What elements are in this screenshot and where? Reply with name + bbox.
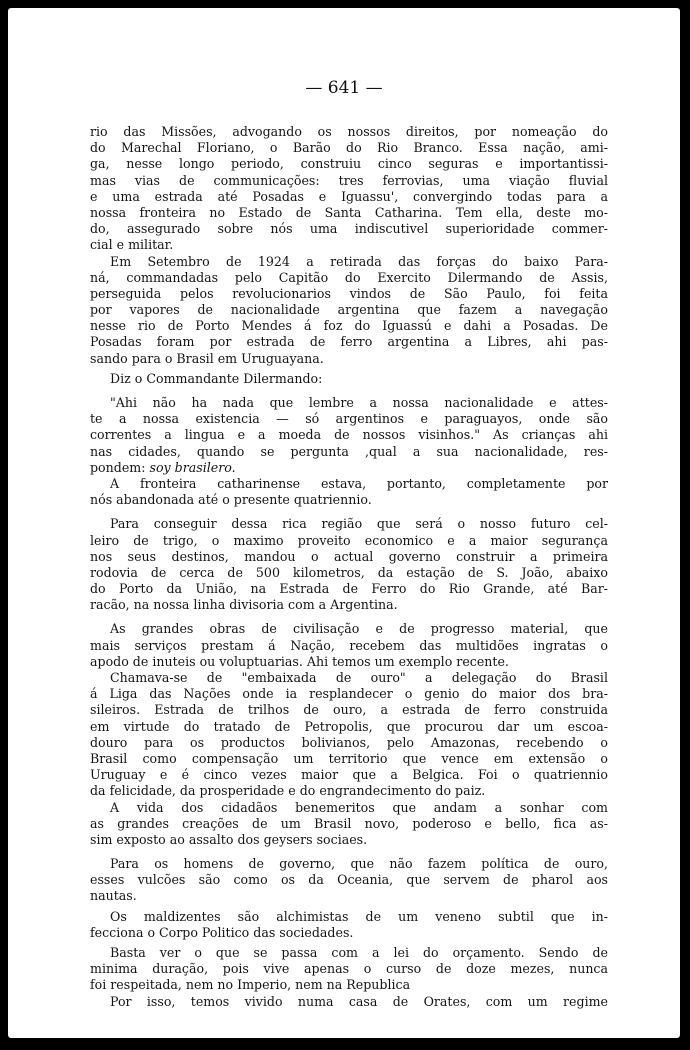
text-line: leiro de trigo, o maximo proveito economico e a maior segurança [90,532,608,548]
text-line: em virtude do tratado de Petropolis, que procurou dar um escoa- [90,718,608,734]
text-line: mas vias de communicações: tres ferrovias, uma viação fluvial [90,172,608,188]
text-line: Brasil como compensação um territorio que vence em extensão o [90,750,608,766]
text-line: As grandes obras de civilisação e de progresso material, que [110,621,608,637]
quote-line: nas cidades, quando se pergunta ,qual a sua nacionalidade, res- [90,443,608,459]
quote-line: te a nossa existencia — só argentinos e paraguayos, onde são [90,411,608,427]
text-line: Diz o Commandante Dilermando: [110,370,323,386]
page-number: — 641 — [305,78,383,98]
body-text [90,124,608,1010]
text-line: nossa fronteira no Estado de Santa Catharina. Tem ella, deste mo- [90,204,608,220]
text-line: Chamava-se de "embaixada de ouro" a delegação do Brasil [110,670,608,685]
text-line: racão, na nossa linha divisoria com a Argentina. [90,597,398,613]
text-line: do Marechal Floriano, o Barão do Rio Branco. Essa nação, ami- [90,140,608,156]
text-line: rodovia de cerca de 500 kilometros, da estação de S. João, abaixo [90,564,608,580]
text-line: Para os homens de governo, que não fazem política de ouro, [110,856,608,872]
text-line: minima duração, pois vive apenas o curso de doze mezes, nunca [90,961,608,977]
text-line: sim exposto ao assalto dos geysers sociaes. [90,831,368,847]
quote-line: correntes a lingua e a moeda de nossos visinhos." As crianças ahi [90,427,608,443]
quote-line: "Ahi não ha nada que lembre a nossa nacionalidade e attes- [110,395,608,410]
text-line: rio das Missões, advogando os nossos direitos, por nomeação do [90,124,608,139]
text-line: sando para o Brasil em Uruguayana. [90,350,324,366]
text-line: nesse rio de Porto Mendes á foz do Iguassú e dahi a Posadas. De [90,318,608,334]
scanned-page [8,8,680,1038]
text-line: ga, nesse longo periodo, construiu cinco seguras e importantissi- [90,156,608,172]
text-line: as grandes creações de um Brasil novo, poderoso e bello, fica as- [90,815,608,831]
text-line: douro para os productos bolivianos, pelo Amazonas, recebendo o [90,734,608,750]
text-line: cial e militar. [90,237,174,253]
text-line: Posadas foram por estrada de ferro argentina a Libres, ahi pas- [90,334,608,350]
text-line: fecciona o Corpo Politico das sociedades. [90,924,354,940]
text-line: nos seus destinos, mandou o actual governo construir a primeira [90,548,608,564]
text-line: Basta ver o que se passa com a lei do orçamento. Sendo de [110,945,608,960]
text-line: á Liga das Nações onde ia resplandecer o genio do maior dos bra- [90,686,608,702]
text-line: Os maldizentes são alchimistas de um veneno subtil que in- [110,908,608,924]
text-line: do, assegurado sobre nós uma indiscutivel superioridade commer- [90,221,608,237]
text-line: apodo de inuteis ou voluptuarias. Ahi temos um exemplo recente. [90,653,509,669]
text-line: A vida dos cidadãos benemeritos que andam a sonhar com [110,799,608,815]
text-line: foi respeitada, nem no Imperio, nem na Republica [90,977,411,993]
text-line: por vapores de nacionalidade argentina que fazem a navegação [90,302,608,318]
text-line: do Porto da União, na Estrada de Ferro do Rio Grande, até Bar- [90,581,608,597]
text-line: A fronteira catharinense estava, portanto, completamente por [110,475,608,491]
text-line: Em Setembro de 1924 a retirada das forças do baixo Para- [110,253,608,269]
italic-phrase: soy brasilero. [149,459,236,475]
quote-line: pondem: soy brasilero. [90,459,236,475]
text-line: Para conseguir dessa rica região que será o nosso futuro cel- [110,516,608,532]
text-line: Uruguay e é cinco vezes maior que a Belgica. Foi o quatriennio [90,767,608,783]
text-line: nautas. [90,888,137,904]
text-line: ná, commandadas pelo Capitão do Exercito Dilermando de Assis, [90,269,608,285]
text-line: Por isso, temos vivido numa casa de Orates, com um regime [110,993,608,1009]
text-line: da felicidade, da prosperidade e do engrandecimento do paiz. [90,783,486,799]
text-line: esses vulcões são como os da Oceania, que servem de pharol aos [90,872,608,888]
text-line: mais serviços prestam á Nação, recebem das multidões ingratas o [90,637,608,653]
text-line: perseguida pelos revolucionarios vindos de São Paulo, foi feita [90,285,608,301]
text-line: sileiros. Estrada de trilhos de ouro, a estrada de ferro construida [90,702,608,718]
text-line: e uma estrada até Posadas e Iguassu', convergindo todas para a [90,188,608,204]
text-line: nós abandonada até o presente quatriennio. [90,492,372,508]
